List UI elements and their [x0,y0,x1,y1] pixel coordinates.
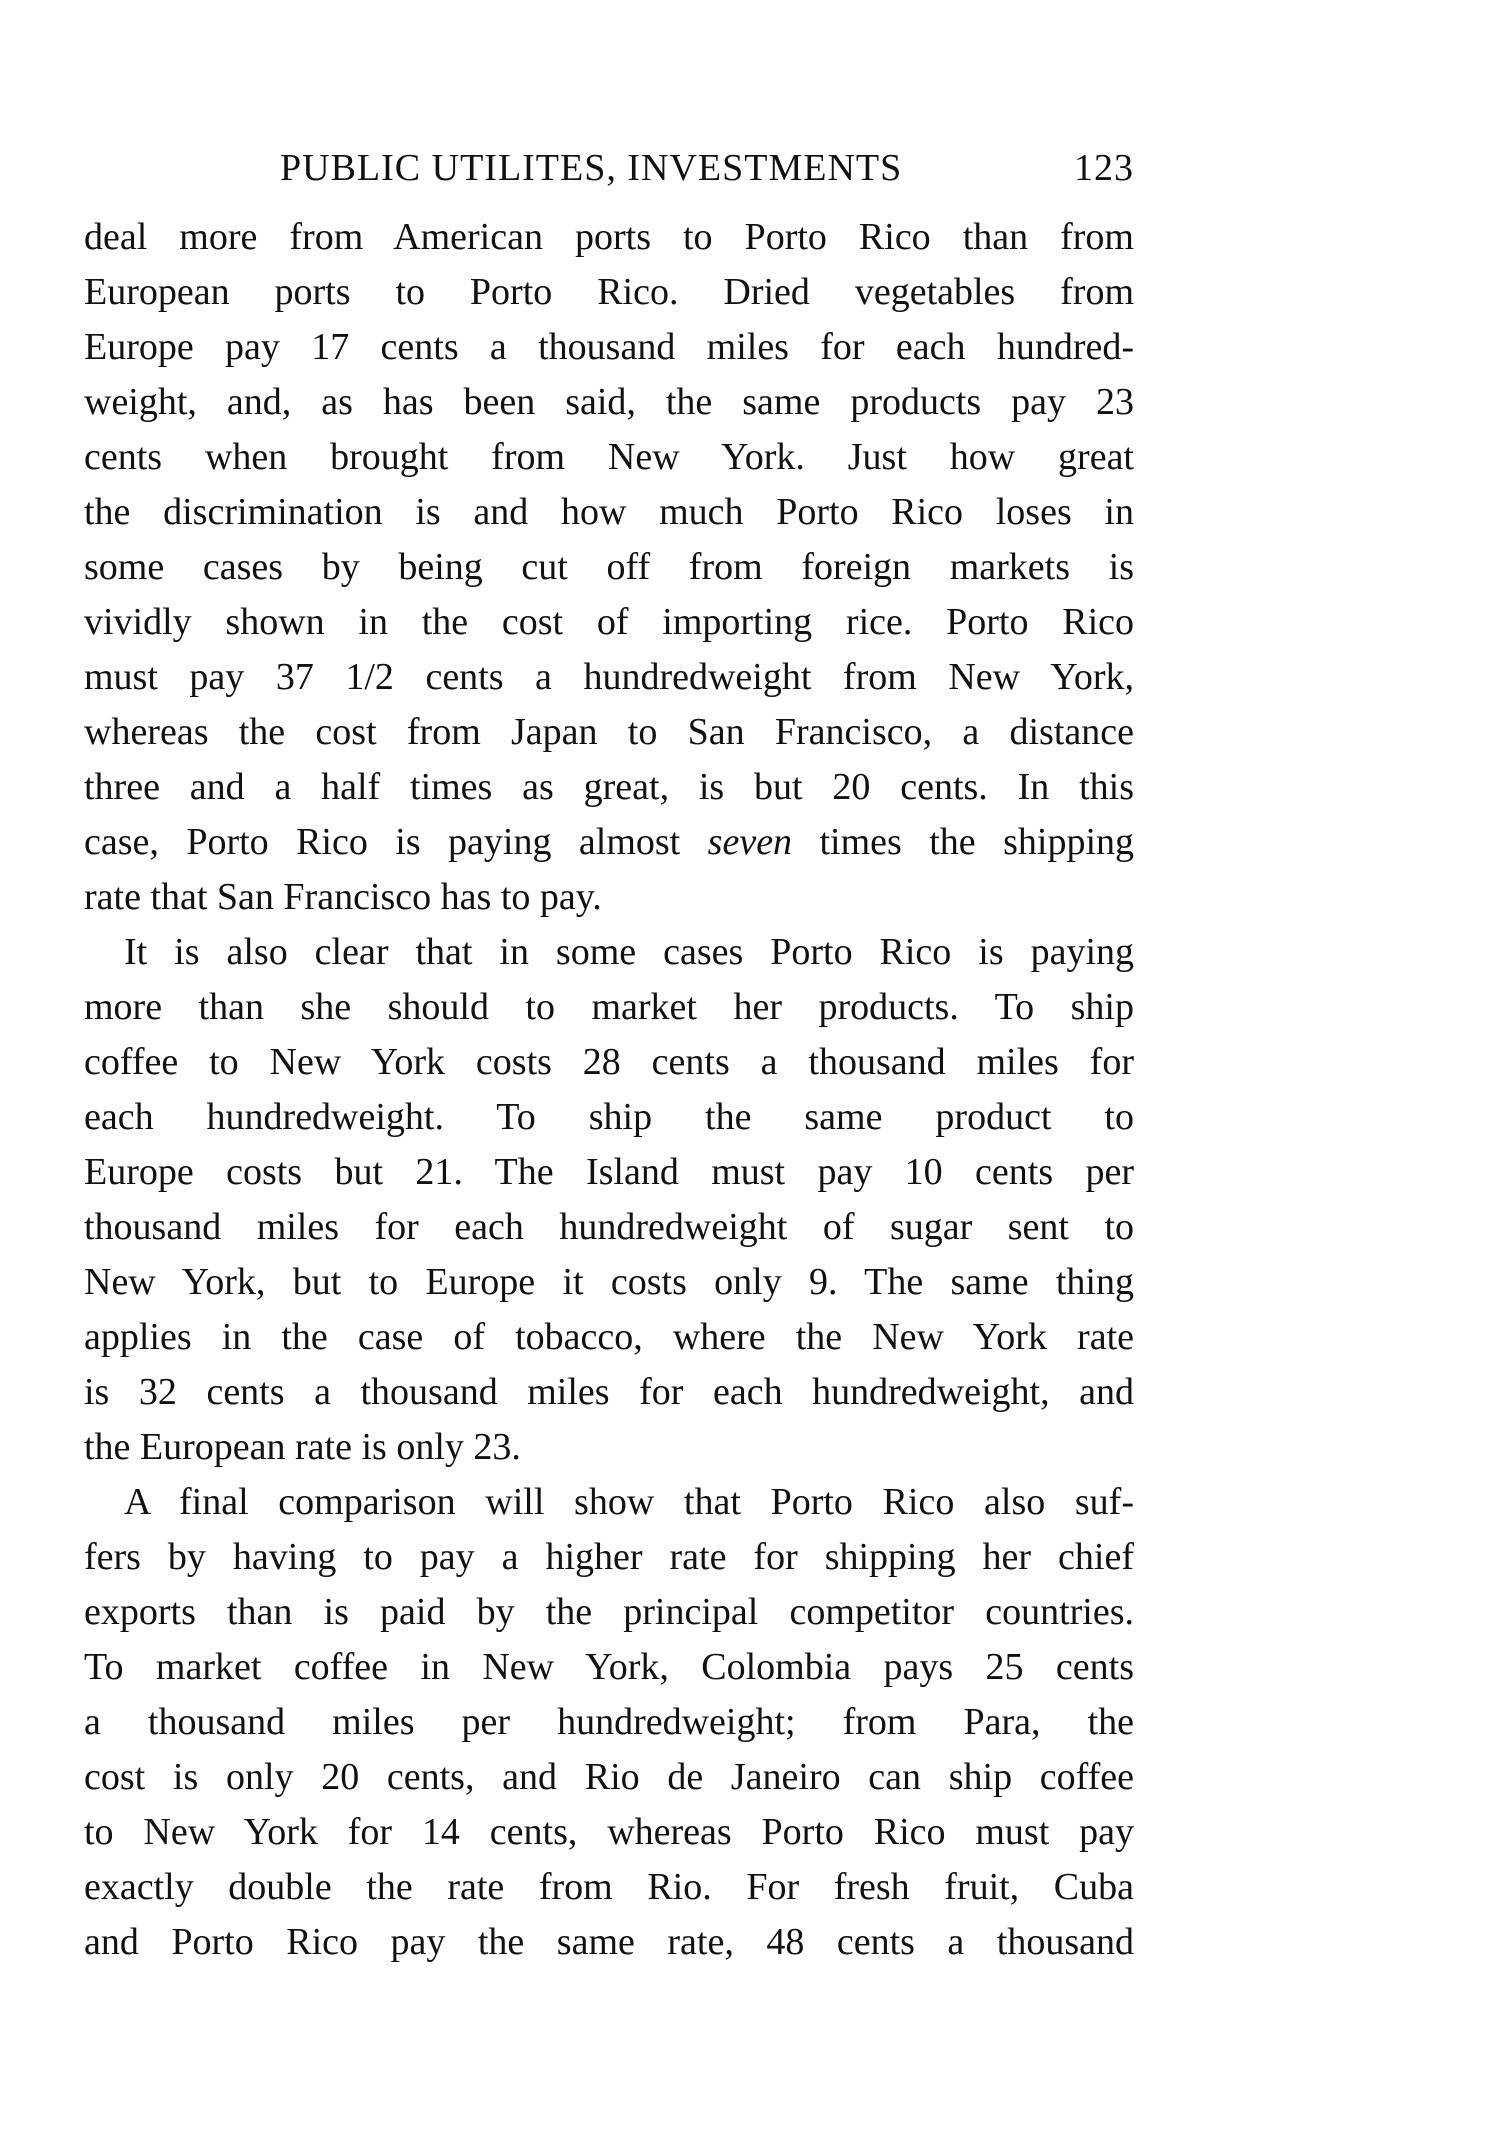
text-line: Europe pay 17 cents a thousand miles for each hundred- [84,326,1134,368]
paragraph-first-line: It is also clear that in some cases Porto Rico is paying [124,931,1134,973]
text-line: the discrimination is and how much Porto Rico loses in [84,491,1134,533]
text-line: To market coffee in New York, Colombia pays 25 cents [84,1646,1134,1688]
text-line: applies in the case of tobacco, where the New York rate [84,1316,1134,1358]
text-line: some cases by being cut off from foreign markets is [84,546,1134,588]
text-line: cents when brought from New York. Just how great [84,436,1134,478]
text-segment: case, Porto Rico is paying almost [84,821,708,863]
text-line: and Porto Rico pay the same rate, 48 cents a thousand [84,1921,1134,1963]
text-line: three and a half times as great, is but 20 cents. In this [84,766,1134,808]
text-line: Europe costs but 21. The Island must pay 10 cents per [84,1151,1134,1193]
text-line-with-emphasis [84,815,1134,870]
text-line: exactly double the rate from Rio. For fresh fruit, Cuba [84,1866,1134,1908]
running-head [84,146,1134,202]
text-line: exports than is paid by the principal competitor countries. [84,1591,1134,1633]
text-line: vividly shown in the cost of importing rice. Porto Rico [84,601,1134,643]
text-line: a thousand miles per hundredweight; from Para, the [84,1701,1134,1743]
text-line: whereas the cost from Japan to San Francisco, a distance [84,711,1134,753]
text-line: coffee to New York costs 28 cents a thousand miles for [84,1041,1134,1083]
text-line: more than she should to market her products. To ship [84,986,1134,1028]
text-segment: times the shipping [792,821,1134,863]
body-text [84,210,1134,1970]
text-line: European ports to Porto Rico. Dried vegetables from [84,271,1134,313]
running-title: PUBLIC UTILITES, INVESTMENTS [280,147,903,189]
text-line: to New York for 14 cents, whereas Porto Rico must pay [84,1811,1134,1853]
text-line: thousand miles for each hundredweight of sugar sent to [84,1206,1134,1248]
text-line: must pay 37 1/2 cents a hundredweight from New York, [84,656,1134,698]
paragraph-first-line: A final comparison will show that Porto Rico also suf- [124,1481,1134,1523]
text-line: deal more from American ports to Porto Rico than from [84,216,1134,258]
text-line: weight, and, as has been said, the same products pay 23 [84,381,1134,423]
text-line: New York, but to Europe it costs only 9. The same thing [84,1261,1134,1303]
text-line: rate that San Francisco has to pay. [84,876,602,918]
text-line: the European rate is only 23. [84,1426,521,1468]
emphasized-word: seven [707,821,793,863]
page-number: 123 [1074,147,1134,189]
text-line: cost is only 20 cents, and Rio de Janeiro can ship coffee [84,1756,1134,1798]
text-line: is 32 cents a thousand miles for each hundredweight, and [84,1371,1134,1413]
text-line: fers by having to pay a higher rate for shipping her chief [84,1536,1134,1578]
text-line: each hundredweight. To ship the same product to [84,1096,1134,1138]
